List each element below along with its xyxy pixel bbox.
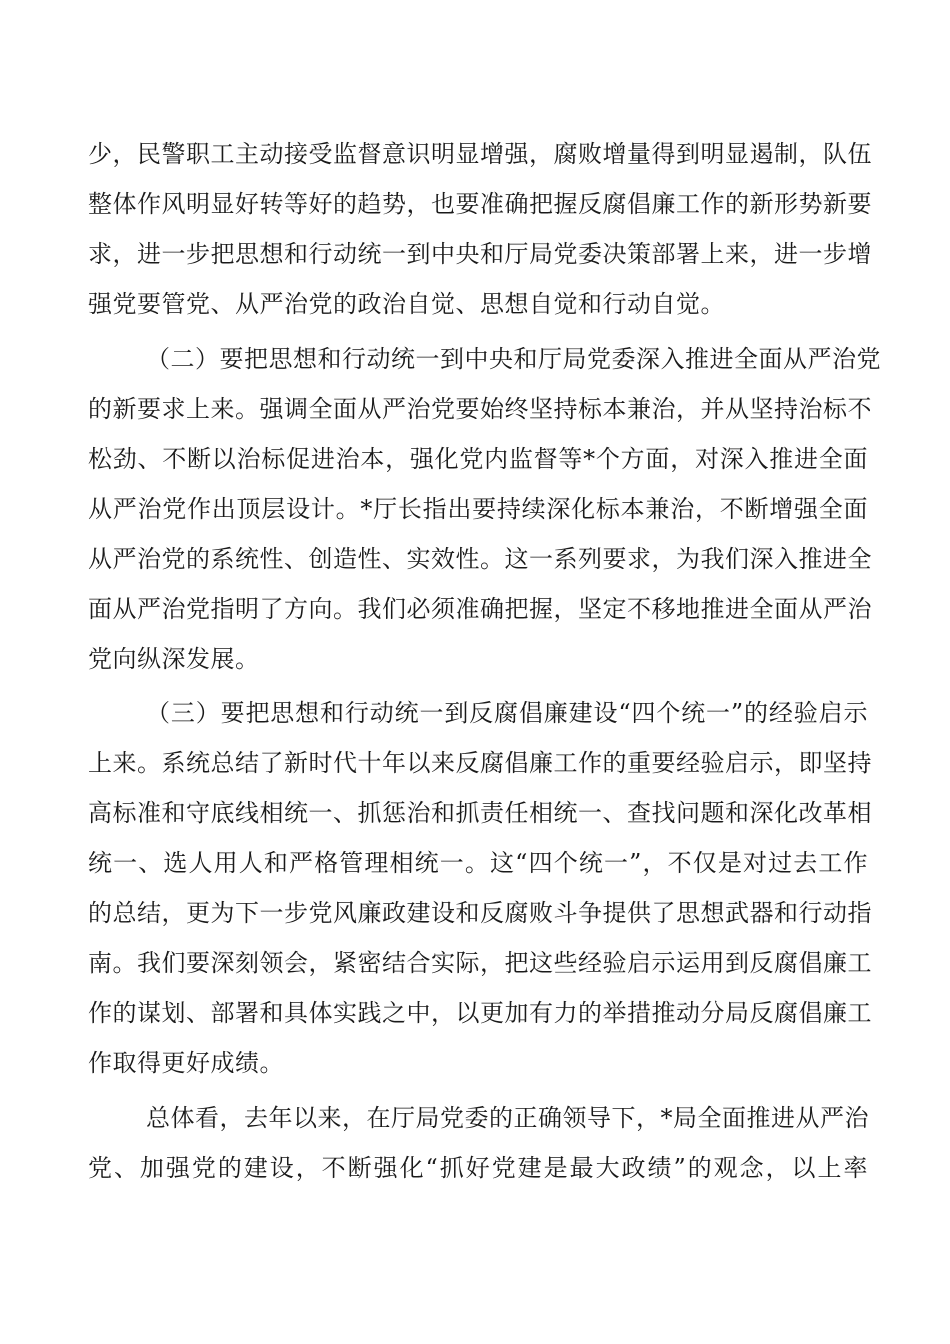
paragraph-1-line-4: 强党要管党、从严治党的政治自觉、思想自觉和行动自觉。 xyxy=(88,290,725,318)
paragraph-3-line-2: 上来。系统总结了新时代十年以来反腐倡廉工作的重要经验启示，即坚持 xyxy=(88,749,872,777)
paragraph-2-line-7: 党向纵深发展。 xyxy=(88,645,260,673)
paragraph-3-line-6: 南。我们要深刻领会，紧密结合实际，把这些经验启示运用到反腐倡廉工 xyxy=(88,949,872,977)
paragraph-1-line-2: 整体作风明显好转等好的趋势，也要准确把握反腐倡廉工作的新形势新要 xyxy=(88,190,872,218)
paragraph-3-line-4: 统一、选人用人和严格管理相统一。这“四个统一”，不仅是对过去工作 xyxy=(88,849,868,877)
paragraph-3-line-5: 的总结，更为下一步党风廉政建设和反腐败斗争提供了思想武器和行动指 xyxy=(88,899,872,927)
paragraph-2-line-3: 松劲、不断以治标促进治本，强化党内监督等*个方面，对深入推进全面 xyxy=(88,445,868,473)
paragraph-2-line-4: 从严治党作出顶层设计。*厅长指出要持续深化标本兼治，不断增强全面 xyxy=(88,495,868,523)
paragraph-4-line-2: 党、加强党的建设，不断强化“抓好党建是最大政绩”的观念，以上率 xyxy=(88,1154,868,1182)
paragraph-2-line-2: 的新要求上来。强调全面从严治党要始终坚持标本兼治，并从坚持治标不 xyxy=(88,395,872,423)
paragraph-1-line-1: 少，民警职工主动接受监督意识明显增强，腐败增量得到明显遏制，队伍 xyxy=(88,140,872,168)
paragraph-3-line-1: （三）要把思想和行动统一到反腐倡廉建设“四个统一”的经验启示 xyxy=(146,699,868,727)
paragraph-2-line-1: （二）要把思想和行动统一到中央和厅局党委深入推进全面从严治党 xyxy=(146,345,881,373)
paragraph-2-line-5: 从严治党的系统性、创造性、实效性。这一系列要求，为我们深入推进全 xyxy=(88,545,872,573)
paragraph-4-line-1: 总体看，去年以来，在厅局党委的正确领导下，*局全面推进从严治 xyxy=(146,1104,869,1132)
paragraph-3-line-8: 作取得更好成绩。 xyxy=(88,1049,284,1077)
paragraph-3-line-3: 高标准和守底线相统一、抓惩治和抓责任相统一、查找问题和深化改革相 xyxy=(88,799,872,827)
paragraph-1-line-3: 求，进一步把思想和行动统一到中央和厅局党委决策部署上来，进一步增 xyxy=(88,240,872,268)
paragraph-3-line-7: 作的谋划、部署和具体实践之中，以更加有力的举措推动分局反腐倡廉工 xyxy=(88,999,872,1027)
paragraph-2-line-6: 面从严治党指明了方向。我们必须准确把握，坚定不移地推进全面从严治 xyxy=(88,595,872,623)
